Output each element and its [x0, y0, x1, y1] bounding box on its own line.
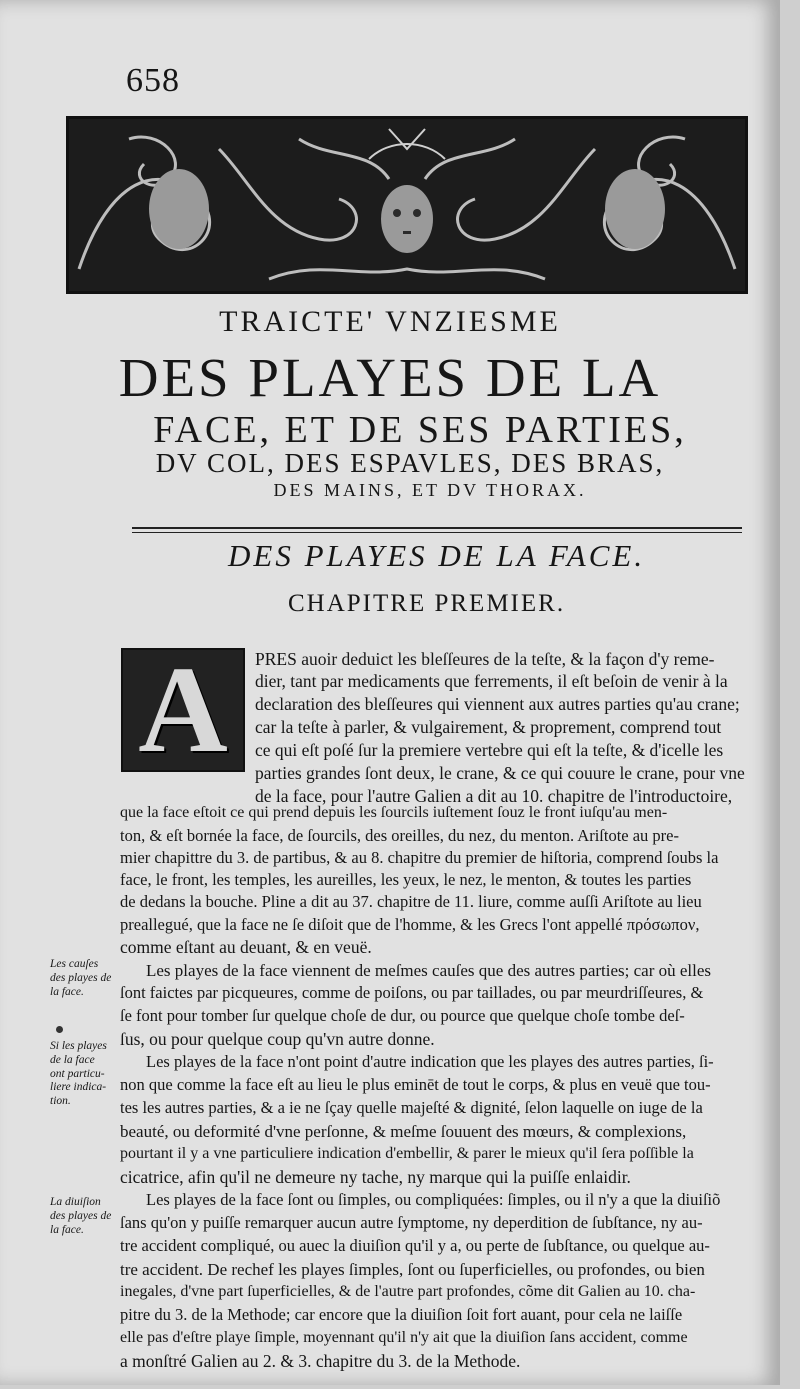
body-line: ton, & eſt bornée la face, de ſourcils, des oreilles, du nez, du menton. Ariſtote au pre- — [120, 826, 679, 845]
body-line: comme eſtant au deuant, & en veuë. — [120, 937, 372, 957]
body-line: de dedans la bouche. Pline a dit au 37. chapitre de 11. liure, comme auſſi Ariſtote au lieu — [120, 892, 702, 911]
margin-note: La diuiſion des playes de la face. — [50, 1196, 112, 1236]
body-line: elle pas d'eſtre playe ſimple, moyennant qu'il n'y ait que la diuiſion ſans accident, comme — [120, 1329, 688, 1346]
body-line: ſans qu'on y puiſſe remarquer aucun autre ſymptome, ny deperdition de ſubſtance, ny au- — [120, 1213, 703, 1232]
body-line: de la face, pour l'autre Galien a dit au 10. chapitre de l'introductoire, — [255, 786, 733, 806]
treatise-number: TRAICTE' VNZIESME — [219, 305, 561, 338]
body-line: inegales, d'vne part ſuperficielles, & de l'autre part profondes, cõme dit Galien au 10. cha- — [120, 1283, 696, 1300]
page-number: 658 — [126, 62, 180, 99]
body-line: mier chapittre du 3. de partibus, & au 8. chapitre du premier de hiſtoria, comprend ſoubs la — [120, 848, 719, 867]
body-line: ſont faictes par picqueures, comme de poiſons, ou par taillades, ou par meurdriſſeures, & — [120, 983, 704, 1002]
body-line: cicatrice, afin qu'il ne demeure ny tache, ny marque qui la puiſſe enlaidir. — [120, 1167, 631, 1187]
body-line: a monſtré Galien au 2. & 3. chapitre du 3. de la Methode. — [120, 1351, 521, 1371]
headpiece-ornament-icon — [69, 119, 745, 291]
margin-note: Les cauſes des playes de la face. — [50, 958, 112, 998]
body-line: beauté, ou deformité d'vne perſonne, & meſme ſouuent des mœurs, & complexions, — [120, 1122, 687, 1141]
body-line: ce qui eſt poſé ſur la premiere vertebre qui eſt la teſte, & d'icelle les — [255, 740, 724, 760]
body-line: dier, tant par medicaments que ferrements, il eſt beſoin de venir à la — [255, 671, 728, 691]
drop-cap-letter: A — [138, 641, 228, 778]
body-line: ſe font pour tomber ſur quelque choſe de dur, ou pource que quelque choſe tombe deſ- — [120, 1006, 685, 1025]
treatise-title-line: FACE, ET DE SES PARTIES, — [153, 409, 687, 451]
body-line: ſus, ou pour quelque coup qu'vn autre donne. — [120, 1029, 435, 1049]
divider — [132, 532, 742, 533]
treatise-title: DES PLAYES DE LA — [118, 347, 662, 408]
body-line: pitre du 3. de la Methode; car encore que la diuiſion ſoit fort auant, pour cela ne laiſſe — [120, 1305, 683, 1324]
body-line: car la teſte à parler, & vulgairement, & proprement, comprend tout — [255, 717, 722, 737]
body-line: que la face eſtoit ce qui prend depuis les ſourcils iuſtement ſouz le front iuſqu'au men- — [120, 804, 668, 821]
drop-cap — [121, 641, 245, 778]
body-line: tre accident compliqué, ou auec la diuiſion qu'il y a, ou perte de ſubſtance, ou quelque au- — [120, 1236, 710, 1255]
body-line: PRES auoir deduict les bleſſeures de la teſte, & la façon d'y reme- — [255, 649, 715, 669]
treatise-title-line: DES MAINS, ET DV THORAX. — [273, 480, 587, 500]
body-line: parties grandes ſont deux, le crane, & ce qui couure le crane, pour vne — [255, 763, 745, 783]
bullet-icon — [56, 1026, 63, 1033]
body-line: tes les autres parties, & a ie ne ſçay quelle majeſté & dignité, ſelon laquelle on iuge de la — [120, 1098, 703, 1117]
section-title: DES PLAYES DE LA FACE. — [228, 538, 646, 573]
body-line: non que comme la face eſt au lieu le plus eminēt de tout le corps, & plus en veuë que tou- — [120, 1075, 711, 1094]
body-line: tre accident. De rechef les playes ſimples, ſont ou ſuperficielles, ou profondes, ou bien — [120, 1260, 705, 1279]
divider — [132, 527, 742, 529]
body-line: Les playes de la face n'ont point d'autre indication que les playes des autres parties, ſi- — [146, 1052, 714, 1071]
body-line: preallegué, que la face ne ſe diſoit que de l'homme, & les Grecs l'ont appellé πρόσωπον, — [120, 915, 700, 934]
margin-note: Si les playes de la face ont particu- liere indica- tion. — [50, 1040, 107, 1108]
body-line: declaration des bleſſeures qui viennent aux autres parties qu'au crane; — [255, 694, 740, 714]
decorative-headpiece — [66, 116, 748, 294]
treatise-title-line: DV COL, DES ESPAVLES, DES BRAS, — [155, 448, 665, 478]
body-line: pourtant il y a vne particuliere indication d'embellir, & parer le mieux qu'il ſera poſſible la — [120, 1145, 694, 1162]
body-line: face, le front, les temples, les aureilles, les yeux, le nez, le menton, & toutes les parties — [120, 870, 692, 889]
body-line: Les playes de la face ſont ou ſimples, ou compliquées: ſimples, ou il n'y a que la diuiſiõ — [146, 1190, 721, 1209]
chapter-title: CHAPITRE PREMIER. — [288, 590, 566, 617]
body-line: Les playes de la face viennent de meſmes cauſes que des autres parties; car où elles — [146, 961, 712, 980]
